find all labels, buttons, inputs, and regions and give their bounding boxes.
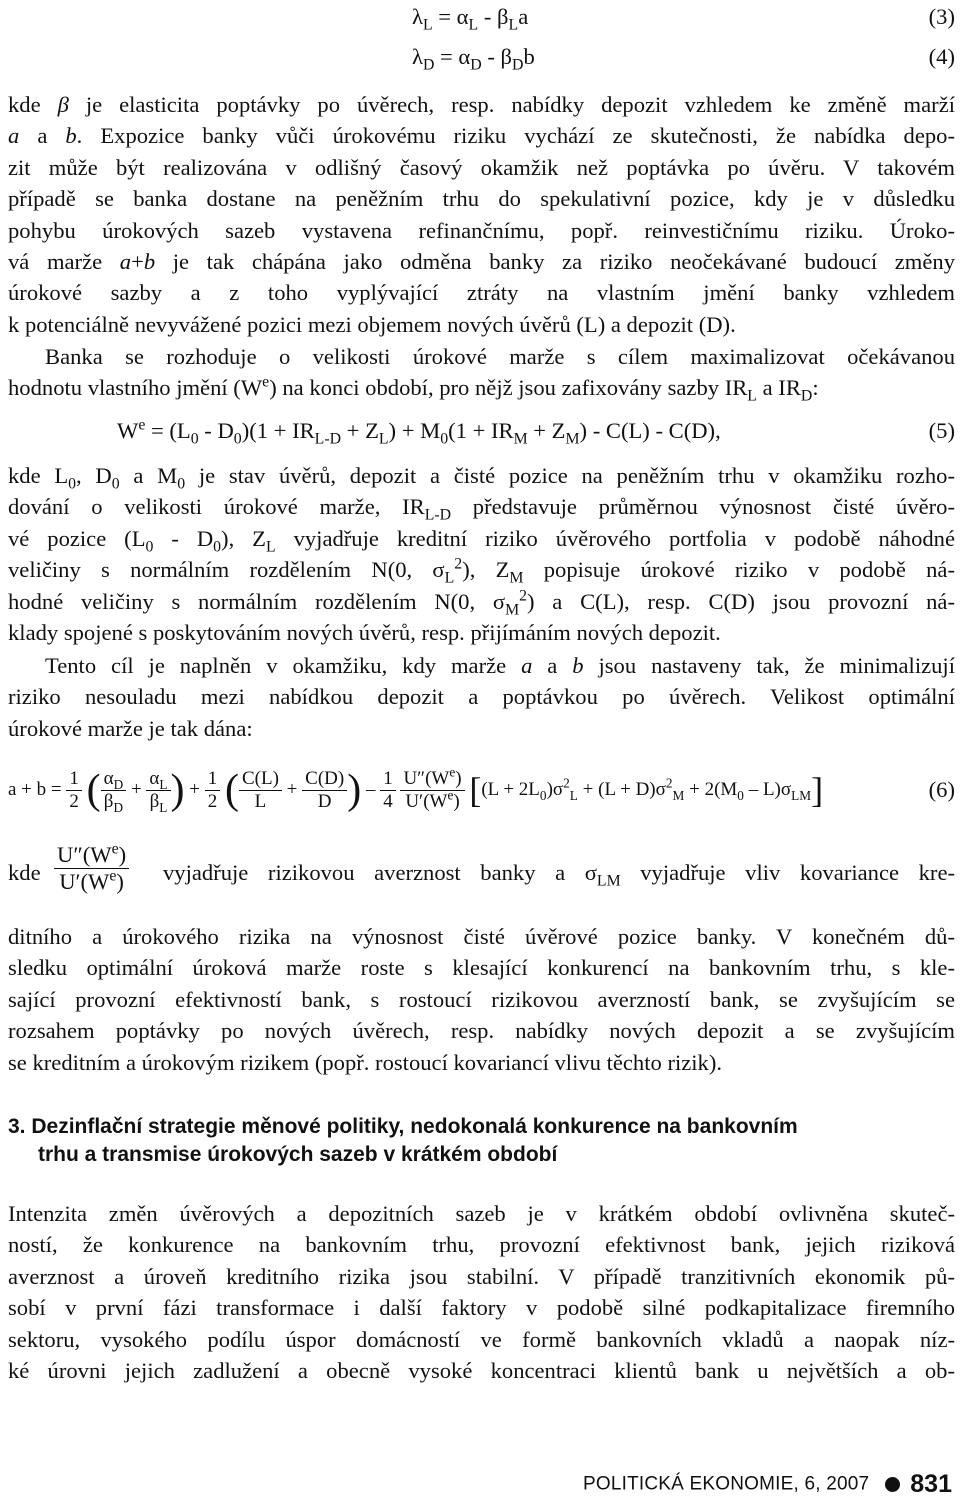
text-line: zit může být realizována v odlišný časový okamžik než poptávka po úvěru. V takovém	[8, 154, 955, 180]
paragraph-risk-aversion-lead: kde $\frac{U''(W^e)}{U'(W^e)}$ vyjadřuje rizikovou averznost banky a $\sigma_{LM}$ vyjadřuje vliv kovariance kre-	[8, 840, 955, 894]
text-line: ké úrovni jejich zadlužení a obecně vysoké koncentraci klientů bank u největších a ob-	[8, 1357, 955, 1383]
text-line: ditního a úrokového rizika na výnosnost čisté úvěrové pozice banky. V konečném dů-	[8, 924, 955, 949]
text-line: veličiny s normálním rozdělením N(0, $\sigma_L^2$), $Z_M$ popisuje úrokové riziko v podobě ná-	[8, 555, 955, 587]
text-line: sledku optimální úroková marže roste s klesající konkurencí na bankovním trhu, s kle-	[8, 955, 955, 981]
equation-3-body: $\lambda_L = \alpha_L - \beta_La$	[412, 4, 529, 34]
text-line: averznost a úroveň kreditního rizika jsou stabilní. V případě tranzitivních ekonomik pů-	[8, 1263, 955, 1289]
equation-6-body: a + b = $\frac{1}{2}$ ( $\frac{\alpha_D}{\beta_D}$ + $\frac{\alpha_L}{\beta_L}$ ) + $\frac{1}{2}$ ( $\frac{C(L)}{L}$ + $\frac{C(D)}{D}$ ) – $\frac{1}{4}$ $\frac{U''(W^e)}{U'(W^e)}$ $[(L + 2L_0)\sigma^2_L + (L + D)\sigma^2_M + 2(M_0 - L)\sigma_{LM}]$	[8, 764, 824, 815]
equation-6-number: (6)	[928, 777, 955, 802]
text-line: a a b. Expozice banky vůči úrokovému riziku vychází ze skutečnosti, že nabídka depo-	[8, 123, 955, 149]
text-line: vé pozice $(L_0 - D_0)$, $Z_L$ vyjadřuje kreditní riziko úvěrového portfolia v podobě náhodné	[8, 525, 956, 556]
page-number: 831	[910, 1470, 952, 1498]
text-line: rozsahem poptávky po nových úvěrech, resp. nabídky nových depozit a se zvyšujícím	[8, 1018, 955, 1044]
text-line: úrokové sazby a z toho vyplývající ztráty na vlastním jmění banky vzhledem	[8, 280, 955, 306]
equation-4-body: $\lambda_D = \alpha_D - \beta_Db$	[412, 44, 535, 74]
text-line: kde $L_0$, $D_0$ a $M_0$ je stav úvěrů, depozit a čisté pozice na peněžním trhu v okamžiku rozho-	[8, 463, 955, 493]
text-line: vá marže a+b je tak chápána jako odměna banky za riziko neočekávané budoucí změny	[8, 248, 955, 274]
text-line: hodnotu vlastního jmění $(W^e)$ na konci období, pro nějž jsou zafixovány sazby $IR_L$ a $IR_D$:	[8, 373, 819, 405]
paragraph-goal	[8, 650, 955, 744]
text-line: případě se banka dostane na peněžním trhu do spekulativní pozice, kdy je v důsledku	[8, 186, 955, 212]
paragraph-intensity	[8, 1198, 955, 1386]
text-line: hodné veličiny s normálním rozdělením N(0, $\sigma_M^2$) a C(L), resp. C(D) jsou provozní ná-	[8, 587, 955, 619]
text-line: ností, že konkurence na bankovním trhu, provozní efektivnost bank, jejich riziková	[8, 1232, 955, 1258]
paragraph-variables	[8, 460, 955, 648]
paragraph-bank-decision	[8, 341, 955, 404]
risk-aversion-fraction: $\frac{U''(W^e)}{U'(W^e)}$	[54, 842, 129, 895]
text-line: kde β je elasticita poptávky po úvěrech, resp. nabídky depozit vzhledem ke změně marží	[8, 92, 955, 117]
text-line: úrokové marže je tak dána:	[8, 715, 253, 741]
equation-5	[0, 418, 955, 452]
text-line: Tento cíl je naplněn v okamžiku, kdy marže a a b jsou nastaveny tak, že minimalizují	[45, 653, 955, 678]
equation-3	[0, 4, 955, 38]
text-line: klady spojené s poskytováním nových úvěrů, resp. přijímáním nových depozit.	[8, 619, 721, 645]
text-line: dování o velikosti úrokové marže, $IR_{L-D}$ představuje průměrnou výnosnost čisté úvěro-	[8, 494, 955, 524]
text-line: sající provozní efektivností bank, s rostoucí rizikovou averzností bank, se zvyšujícím se	[8, 986, 955, 1012]
equation-6	[8, 752, 955, 832]
equation-5-body: $W^e = (L_0 - D_0)(1 + IR_{L-D} + Z_L) + M_0(1 + IR_M + Z_M) - C(L) - C(D)$,	[117, 416, 721, 448]
paragraph-conclusion	[8, 921, 955, 1078]
section-heading: 3. Dezinflační strategie měnové politiky, nedokonalá konkurence na bankovním trhu a transmise úrokových sazeb v krátkém období	[8, 1115, 798, 1166]
equation-3-number: (3)	[928, 4, 955, 29]
text-line: sektoru, vysokého podílu úspor domácností ve formě bankovních vkladů a naopak níz-	[8, 1326, 955, 1352]
text-line: se kreditním a úrokovým rizikem (popř. rostoucí kovariancí vlivu těchto rizik).	[8, 1049, 723, 1075]
text-line: k potenciálně nevyvážené pozici mezi objemem nových úvěrů (L) a depozit (D).	[8, 311, 736, 337]
text-line: Banka se rozhoduje o velikosti úrokové marže s cílem maximalizovat očekávanou	[45, 344, 955, 369]
equation-4	[0, 44, 955, 78]
text-line: riziko nesouladu mezi nabídkou depozit a poptávkou po úvěrech. Velikost optimální	[8, 684, 955, 710]
text-line: sobí v první fázi transformace i další faktory v podobě silné podkapitalizace firemního	[8, 1295, 955, 1321]
text-line: Intenzita změn úvěrových a depozitních sazeb je v krátkém období ovlivněna skuteč-	[8, 1201, 955, 1226]
equation-4-number: (4)	[928, 44, 955, 69]
text-line: pohybu úrokových sazeb vystavena refinančnímu, popř. reinvestičnímu riziku. Úroko-	[8, 217, 955, 243]
paragraph-elasticity	[8, 89, 955, 340]
equation-5-number: (5)	[928, 418, 955, 443]
journal-name: POLITICKÁ EKONOMIE, 6, 2007	[583, 1473, 870, 1495]
bullet-icon	[885, 1477, 900, 1492]
page-footer	[583, 1470, 952, 1499]
